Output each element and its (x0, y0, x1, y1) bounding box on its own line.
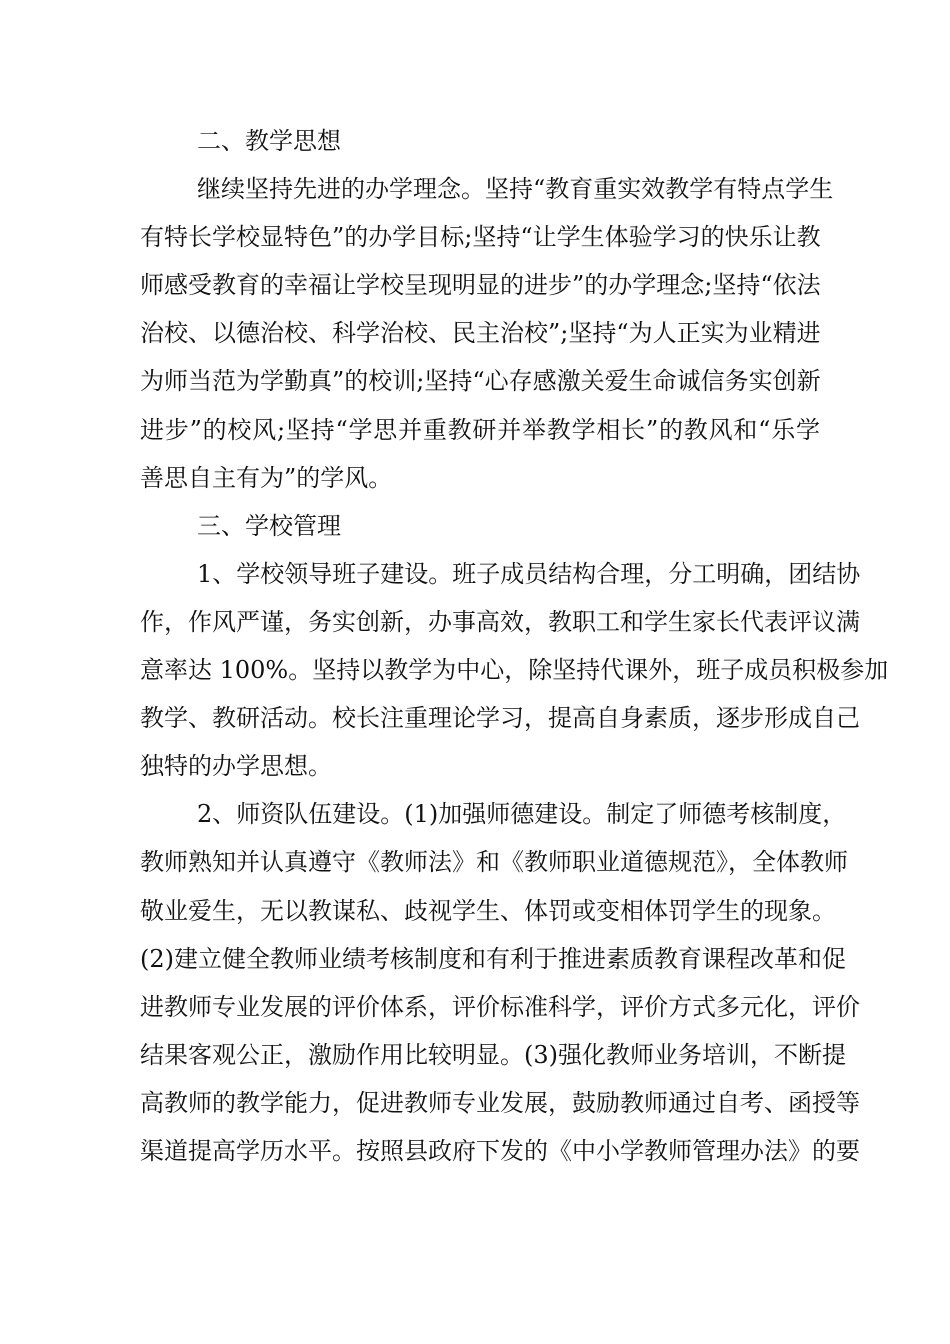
paragraph-line: 高教师的教学能力，促进教师专业发展，鼓励教师通过自考、函授等 (140, 1088, 860, 1117)
paragraph-line: 教学、教研活动。校长注重理论学习，提高自身素质，逐步形成自己 (140, 704, 860, 733)
paragraph-line: 治校、以德治校、科学治校、民主治校”;坚持“为人正实为业精进 (140, 319, 821, 348)
paragraph-line: 敬业爱生，无以教谋私、歧视学生、体罚或变相体罚学生的现象。 (140, 896, 836, 925)
paragraph-line: 教师熟知并认真遵守《教师法》和《教师职业道德规范》，全体教师 (140, 848, 848, 877)
document-page (140, 117, 889, 1175)
paragraph-line: 渠道提高学历水平。按照县政府下发的《中小学教师管理办法》的要 (140, 1136, 860, 1165)
paragraph-line: 进步”的校风;坚持“学思并重教研并举教学相长”的教风和“乐学 (140, 415, 820, 444)
section-heading-school-management: 三、学校管理 (197, 511, 341, 540)
paragraph-line: 1、学校领导班子建设。班子成员结构合理，分工明确，团结协 (197, 559, 861, 588)
paragraph-line: 意率达 100%。坚持以教学为中心，除坚持代课外，班子成员积极参加 (140, 656, 889, 685)
paragraph-line: 独特的办学思想。 (140, 752, 332, 781)
paragraph-line: (2)建立健全教师业绩考核制度和有利于推进素质教育课程改革和促 (140, 944, 846, 973)
paragraph-line: 继续坚持先进的办学理念。坚持“教育重实效教学有特点学生 (197, 175, 834, 204)
paragraph-line: 结果客观公正，激励作用比较明显。(3)强化教师业务培训，不断提 (140, 1040, 846, 1069)
paragraph-line: 为师当范为学勤真”的校训;坚持“心存感激关爱生命诚信务实创新 (140, 367, 821, 396)
paragraph-line: 师感受教育的幸福让学校呈现明显的进步”的办学理念;坚持“依法 (140, 271, 821, 300)
paragraph-line: 进教师专业发展的评价体系，评价标准科学，评价方式多元化，评价 (140, 992, 860, 1021)
paragraph-line: 2、师资队伍建设。(1)加强师德建设。制定了师德考核制度， (197, 800, 847, 829)
paragraph-line: 善思自主有为”的学风。 (140, 463, 393, 492)
section-heading-teaching-thought: 二、教学思想 (197, 127, 341, 155)
paragraph-line: 有特长学校显特色”的办学目标;坚持“让学生体验学习的快乐让教 (140, 223, 821, 252)
paragraph-line: 作，作风严谨，务实创新，办事高效，教职工和学生家长代表评议满 (140, 607, 860, 636)
